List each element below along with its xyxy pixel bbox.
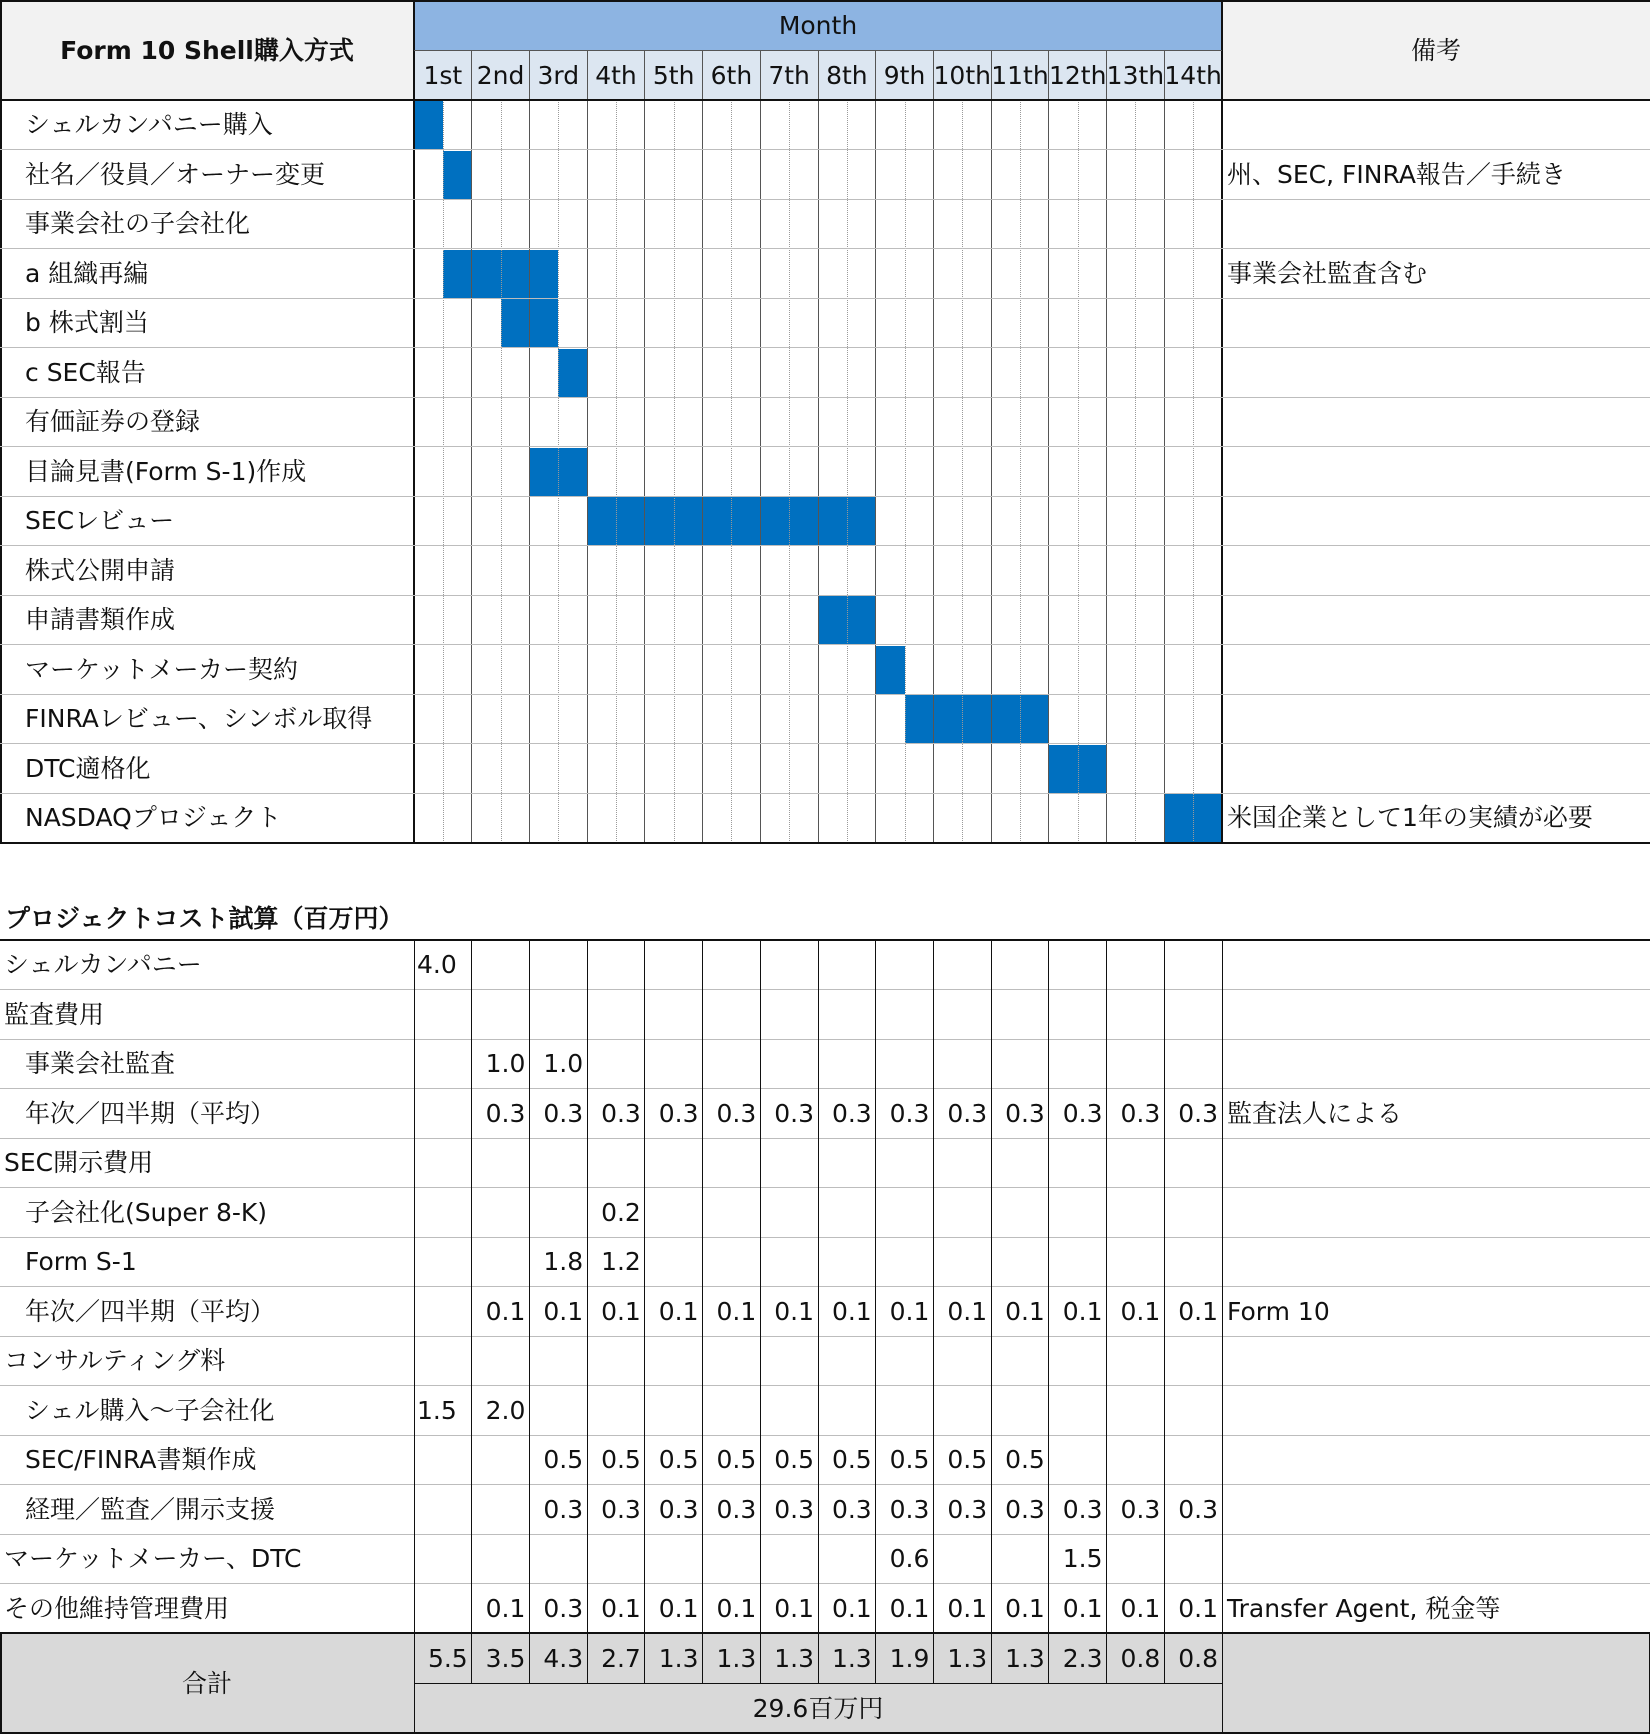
cost-value: 0.5: [658, 1445, 699, 1475]
cost-category-label: その他維持管理費用: [4, 1593, 230, 1623]
cost-value: 0.3: [543, 1494, 584, 1524]
cost-value: 0.3: [889, 1098, 930, 1128]
cost-value: 0.5: [889, 1445, 930, 1475]
cost-value: 0.3: [1005, 1098, 1045, 1128]
cost-value: 0.3: [1178, 1494, 1218, 1524]
cost-value: 0.1: [1178, 1296, 1218, 1326]
cost-value: 2.0: [485, 1395, 526, 1425]
cost-value: 0.1: [1062, 1593, 1103, 1623]
schedule-task-label: 事業会社の子会社化: [25, 209, 251, 239]
grid-half-line: [962, 100, 963, 843]
grid-half-line: [731, 100, 732, 843]
schedule-note: 州、SEC, FINRA報告／手続き: [1227, 159, 1566, 189]
cost-value: 0.3: [485, 1098, 526, 1128]
gantt-bar: [558, 349, 587, 398]
schedule-task-label: c SEC報告: [25, 357, 146, 387]
grid-half-line: [443, 100, 444, 843]
monthly-total: 0.8: [1120, 1643, 1161, 1673]
cost-value: 0.1: [658, 1296, 699, 1326]
cost-value: 4.0: [417, 950, 457, 980]
cost-value: 0.5: [716, 1445, 757, 1475]
monthly-total: 2.7: [601, 1643, 641, 1673]
month-header-6: 6th: [710, 60, 753, 90]
schedule-task-label: 株式公開申請: [25, 555, 176, 585]
cost-value: 0.3: [889, 1494, 930, 1524]
cost-value: 0.3: [716, 1494, 757, 1524]
grid-half-line: [674, 100, 675, 843]
cost-value: 0.1: [947, 1593, 988, 1623]
cost-value: 0.3: [1062, 1494, 1103, 1524]
schedule-task-label: 申請書類作成: [25, 605, 176, 635]
schedule-task-label: マーケットメーカー契約: [25, 654, 299, 684]
monthly-total: 5.5: [427, 1643, 468, 1673]
schedule-task-label: 目論見書(Form S-1)作成: [25, 456, 307, 486]
cost-value: 0.3: [1178, 1098, 1218, 1128]
cost-note: Transfer Agent, 税金等: [1227, 1593, 1501, 1623]
cost-item-label: 年次／四半期（平均）: [25, 1098, 276, 1128]
monthly-total: 2.3: [1062, 1643, 1103, 1673]
cost-category-label: SEC開示費用: [4, 1148, 154, 1178]
monthly-total: 1.3: [947, 1643, 988, 1673]
schedule-task-label: DTC適格化: [25, 753, 151, 783]
cost-value: 0.1: [774, 1296, 814, 1326]
monthly-total: 1.3: [774, 1643, 814, 1673]
gantt-bar: [443, 151, 472, 200]
schedule-task-label: NASDAQプロジェクト: [25, 803, 282, 833]
cost-value: 0.3: [601, 1494, 641, 1524]
cost-value: 0.1: [1005, 1296, 1045, 1326]
month-header-10: 10th: [933, 60, 991, 90]
cost-value: 0.3: [658, 1494, 699, 1524]
schedule-task-label: b 株式割当: [25, 308, 149, 338]
cost-value: 0.1: [601, 1296, 641, 1326]
month-header-11: 11th: [991, 60, 1049, 90]
schedule-title: Form 10 Shell購入方式: [60, 35, 354, 65]
grid-line: [1221, 0, 1223, 843]
cost-item-label: Form S-1: [25, 1247, 137, 1277]
grid-half-line: [1135, 100, 1136, 843]
cost-item-label: 年次／四半期（平均）: [25, 1296, 276, 1326]
cost-value: 0.1: [889, 1593, 930, 1623]
cost-item-label: 経理／監査／開示支援: [25, 1494, 276, 1524]
cost-category-label: マーケットメーカー、DTC: [4, 1544, 302, 1574]
monthly-total: 0.8: [1178, 1643, 1218, 1673]
total-label: 合計: [181, 1668, 232, 1698]
monthly-total: 1.3: [716, 1643, 757, 1673]
cost-value: 1.8: [543, 1247, 584, 1277]
cost-item-label: 事業会社監査: [25, 1049, 176, 1079]
cost-value: 0.1: [543, 1296, 584, 1326]
monthly-total: 1.3: [831, 1643, 872, 1673]
grand-total: 29.6百万円: [752, 1693, 884, 1723]
cost-value: 0.3: [947, 1098, 988, 1128]
cost-value: 0.1: [658, 1593, 699, 1623]
cost-value: 1.0: [543, 1049, 584, 1079]
month-header-8: 8th: [826, 60, 868, 90]
gantt-bar: [876, 646, 905, 695]
monthly-total: 3.5: [485, 1643, 526, 1673]
cost-value: 0.3: [774, 1098, 814, 1128]
cost-value: 0.1: [1062, 1296, 1103, 1326]
cost-value: 0.3: [1062, 1098, 1103, 1128]
gantt-bar: [905, 695, 1049, 744]
cost-value: 0.3: [1120, 1494, 1161, 1524]
cost-value: 0.6: [889, 1544, 930, 1574]
cost-value: 1.5: [417, 1395, 457, 1425]
cost-value: 0.1: [601, 1593, 641, 1623]
cost-value: 1.2: [601, 1247, 641, 1277]
cost-category-label: 監査費用: [4, 999, 105, 1029]
cost-value: 0.5: [543, 1445, 584, 1475]
cost-item-label: 子会社化(Super 8-K): [25, 1197, 268, 1227]
cost-value: 0.1: [485, 1593, 526, 1623]
grid-half-line: [789, 100, 790, 843]
cost-value: 0.2: [601, 1197, 641, 1227]
schedule-task-label: SECレビュー: [25, 506, 175, 536]
schedule-task-label: 有価証券の登録: [25, 407, 201, 437]
cost-section-title: プロジェクトコスト試算（百万円）: [5, 903, 404, 933]
cost-value: 0.1: [716, 1593, 757, 1623]
monthly-total: 1.3: [1005, 1643, 1045, 1673]
month-label: Month: [778, 10, 858, 40]
cost-value: 0.1: [889, 1296, 930, 1326]
monthly-total: 1.9: [889, 1643, 930, 1673]
cost-value: 0.5: [831, 1445, 872, 1475]
cost-value: 1.0: [485, 1049, 526, 1079]
cost-value: 0.3: [1120, 1098, 1161, 1128]
month-header-4: 4th: [595, 60, 637, 90]
monthly-total: 4.3: [543, 1643, 584, 1673]
schedule-task-label: FINRAレビュー、シンボル取得: [25, 704, 373, 734]
cost-category-label: シェルカンパニー: [4, 950, 202, 980]
grid-half-line: [1078, 100, 1079, 843]
grid-half-line: [501, 100, 502, 843]
cost-value: 0.3: [543, 1593, 584, 1623]
cost-value: 0.3: [831, 1494, 872, 1524]
cost-value: 0.1: [716, 1296, 757, 1326]
month-header-14: 14th: [1164, 60, 1222, 90]
cost-value: 0.5: [1005, 1445, 1045, 1475]
month-header-2: 2nd: [476, 60, 525, 90]
cost-value: 0.3: [774, 1494, 814, 1524]
cost-value: 0.1: [485, 1296, 526, 1326]
month-header-7: 7th: [768, 60, 810, 90]
schedule-note: 事業会社監査含む: [1227, 258, 1428, 288]
cost-value: 0.1: [947, 1296, 988, 1326]
cost-value: 0.3: [601, 1098, 641, 1128]
month-header-13: 13th: [1106, 60, 1165, 90]
cost-value: 0.3: [543, 1098, 584, 1128]
cost-value: 0.3: [947, 1494, 988, 1524]
cost-note: 監査法人による: [1227, 1098, 1403, 1128]
cost-value: 0.1: [1120, 1593, 1161, 1623]
cost-value: 0.5: [774, 1445, 814, 1475]
cost-value: 0.1: [1178, 1593, 1218, 1623]
schedule-task-label: シェルカンパニー購入: [25, 110, 273, 140]
schedule-note: 米国企業として1年の実績が必要: [1227, 803, 1593, 833]
cost-value: 0.1: [831, 1296, 872, 1326]
cost-value: 1.5: [1062, 1544, 1103, 1574]
cost-value: 0.1: [831, 1593, 872, 1623]
cost-value: 0.3: [716, 1098, 757, 1128]
schedule-task-label: a 組織再編: [25, 258, 149, 288]
cost-value: 0.1: [1005, 1593, 1045, 1623]
month-header-1: 1st: [423, 60, 463, 90]
grid-half-line: [1193, 100, 1194, 843]
monthly-total: 1.3: [658, 1643, 699, 1673]
cost-value: 0.5: [601, 1445, 641, 1475]
schedule-task-label: 社名／役員／オーナー変更: [25, 159, 326, 189]
month-header-12: 12th: [1048, 60, 1107, 90]
grid-half-line: [558, 100, 559, 843]
cost-value: 0.1: [1120, 1296, 1161, 1326]
notes-label: 備考: [1410, 35, 1461, 65]
cost-value: 0.3: [831, 1098, 872, 1128]
grid-half-line: [905, 100, 906, 843]
grid-half-line: [1020, 100, 1021, 843]
cost-item-label: SEC/FINRA書類作成: [25, 1445, 257, 1475]
cost-note: Form 10: [1227, 1296, 1330, 1326]
cost-value: 0.5: [947, 1445, 988, 1475]
month-header-5: 5th: [652, 60, 695, 90]
cost-category-label: コンサルティング料: [4, 1346, 226, 1376]
grid-half-line: [616, 100, 617, 843]
grid-half-line: [847, 100, 848, 843]
cost-value: 0.1: [774, 1593, 814, 1623]
cost-item-label: シェル購入～子会社化: [25, 1395, 275, 1425]
month-header-3: 3rd: [537, 60, 580, 90]
gantt-bar: [414, 101, 443, 150]
cost-value: 0.3: [1005, 1494, 1045, 1524]
month-header-9: 9th: [883, 60, 926, 90]
cost-value: 0.3: [658, 1098, 699, 1128]
